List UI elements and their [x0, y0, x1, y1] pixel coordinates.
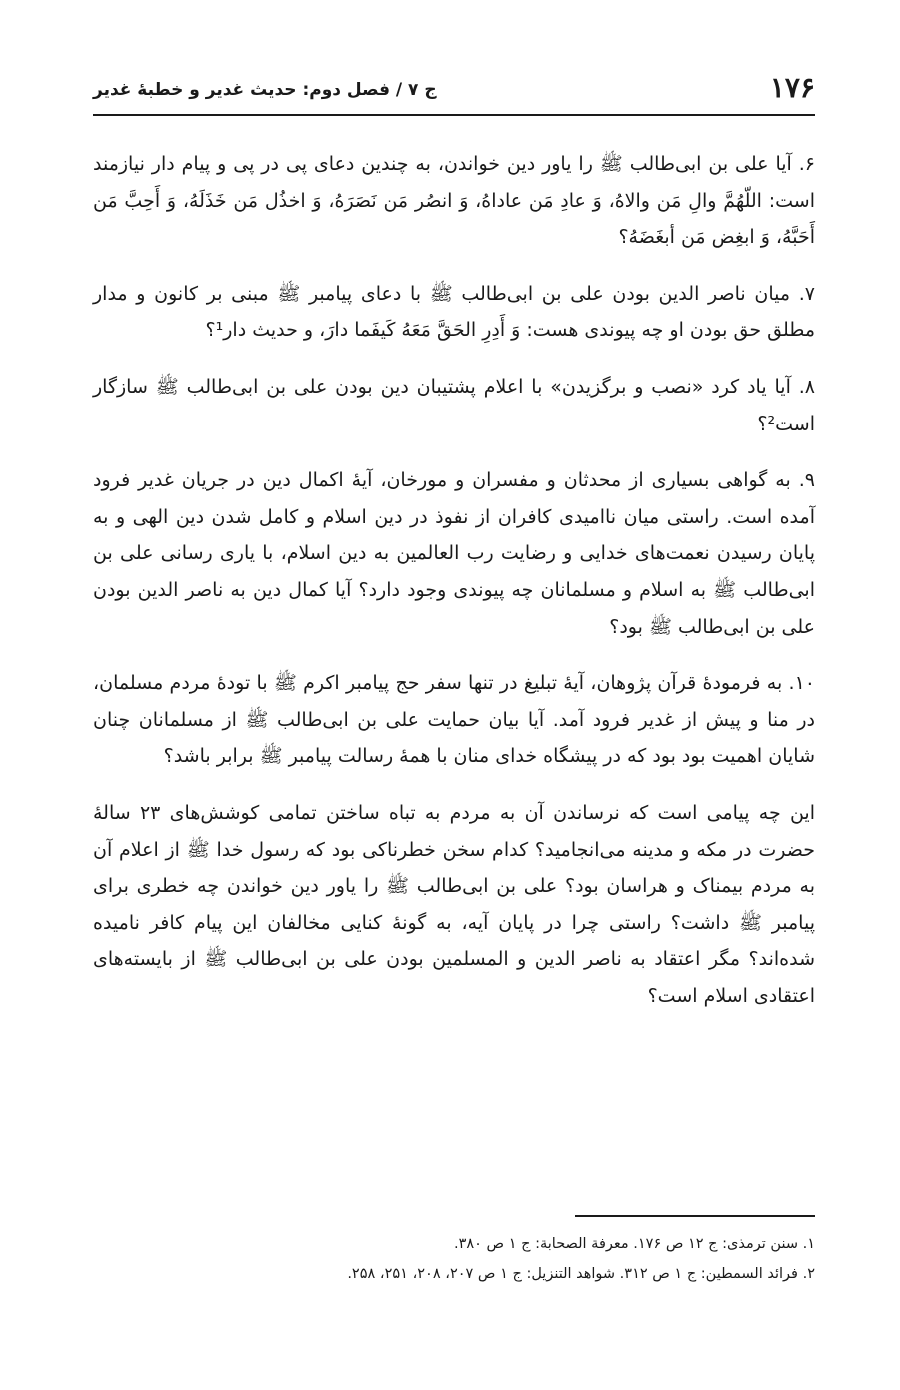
- page-header: [93, 70, 815, 116]
- footnote-1: ۱. سنن ترمذی: ج ۱۲ ص ۱۷۶. معرفة الصحابة: ج ۱ ص ۳۸۰.: [453, 1236, 815, 1252]
- book-page: [93, 0, 815, 1390]
- question-8: ۸. آیا یاد کرد «نصب و برگزیدن» با اعلام پشتیبان دین بودن علی بن ابی‌طالب ﷺ سازگار است²؟: [93, 375, 815, 435]
- page-number: ۱۷۶: [769, 71, 815, 104]
- question-9: ۹. به گواهی بسیاری از محدثان و مفسران و مورخان، آیهٔ اکمال دین در جریان غدیر فرود آمده است. راستی میان ناامیدی کافران از نفوذ در دین اسلام و کامل شدن دین الهی و به پایان رسیدن نعمت‌های خدایی و رضایت رب العالمین به دین اسلام، با یاری رسانی علی بن ابی‌طالب ﷺ به اسلام و مسلمانان چه پیوندی وجود دارد؟ آیا کمال دین به ناصر الدین بودن علی بن ابی‌طالب ﷺ بود؟: [93, 469, 815, 638]
- question-10: ۱۰. به فرمودهٔ قرآن پژوهان، آیهٔ تبلیغ در تنها سفر حج پیامبر اکرم ﷺ با تودهٔ مردم مسلمان، در منا و پیش از غدیر فرود آمد. آیا بیان حمایت علی بن ابی‌طالب ﷺ از مسلمانان چنان شایان اهمیت بود بود که در پیشگاه خدای منان با همهٔ رسالت پیامبر ﷺ برابر باشد؟: [93, 672, 815, 768]
- question-7: ۷. میان ناصر الدین بودن علی بن ابی‌طالب ﷺ با دعای پیامبر ﷺ مبنی بر کانون و مدار مطلق حق بودن او چه پیوندی هست: وَ أَدِرِ الحَقَّ مَعَهُ کَیفَما دارَ، و حدیث دار¹؟: [93, 282, 815, 342]
- footnote-2: ۲. فرائد السمطین: ج ۱ ص ۳۱۲. شواهد التنزیل: ج ۱ ص ۲۰۷، ۲۰۸، ۲۵۱، ۲۵۸.: [347, 1266, 815, 1282]
- footnotes: [93, 1215, 815, 1289]
- page-body: [93, 146, 815, 1034]
- footnote-divider: [575, 1215, 815, 1217]
- question-6: ۶. آیا علی بن ابی‌طالب ﷺ را یاور دین خواندن، به چندین دعای پی در پی و پیام دار نیازمند است: اللّهُمَّ والِ مَن والاهُ، وَ عادِ مَن عاداهُ، وَ انصُر مَن نَصَرَهُ، وَ اخذُل مَن خَذَلَهُ، وَ أَحِبَّ مَن أَحَبَّهُ، وَ ابغِض مَن أبغَضَهُ؟: [93, 153, 815, 249]
- running-head: ج ۷ / فصل دوم: حدیث غدیر و خطبهٔ غدیر: [93, 80, 437, 100]
- closing-paragraph: این چه پیامی است که نرساندن آن به مردم به تباه ساختن تمامی کوشش‌های ۲۳ سالهٔ حضرت در مکه و مدینه می‌انجامید؟ کدام سخن خطرناکی بود که رسول خدا ﷺ از اعلام آن به مردم بیمناک و هراسان بود؟ علی بن ابی‌طالب ﷺ را یاور دین خواندن چه خطری برای پیامبر ﷺ داشت؟ راستی چرا در پایان آیه، به گونهٔ کنایی مخالفان این پیام کافر نامیده شده‌اند؟ مگر اعتقاد به ناصر الدین و المسلمین بودن علی بن ابی‌طالب ﷺ از بایسته‌های اعتقادی اسلام است؟: [93, 801, 815, 1007]
